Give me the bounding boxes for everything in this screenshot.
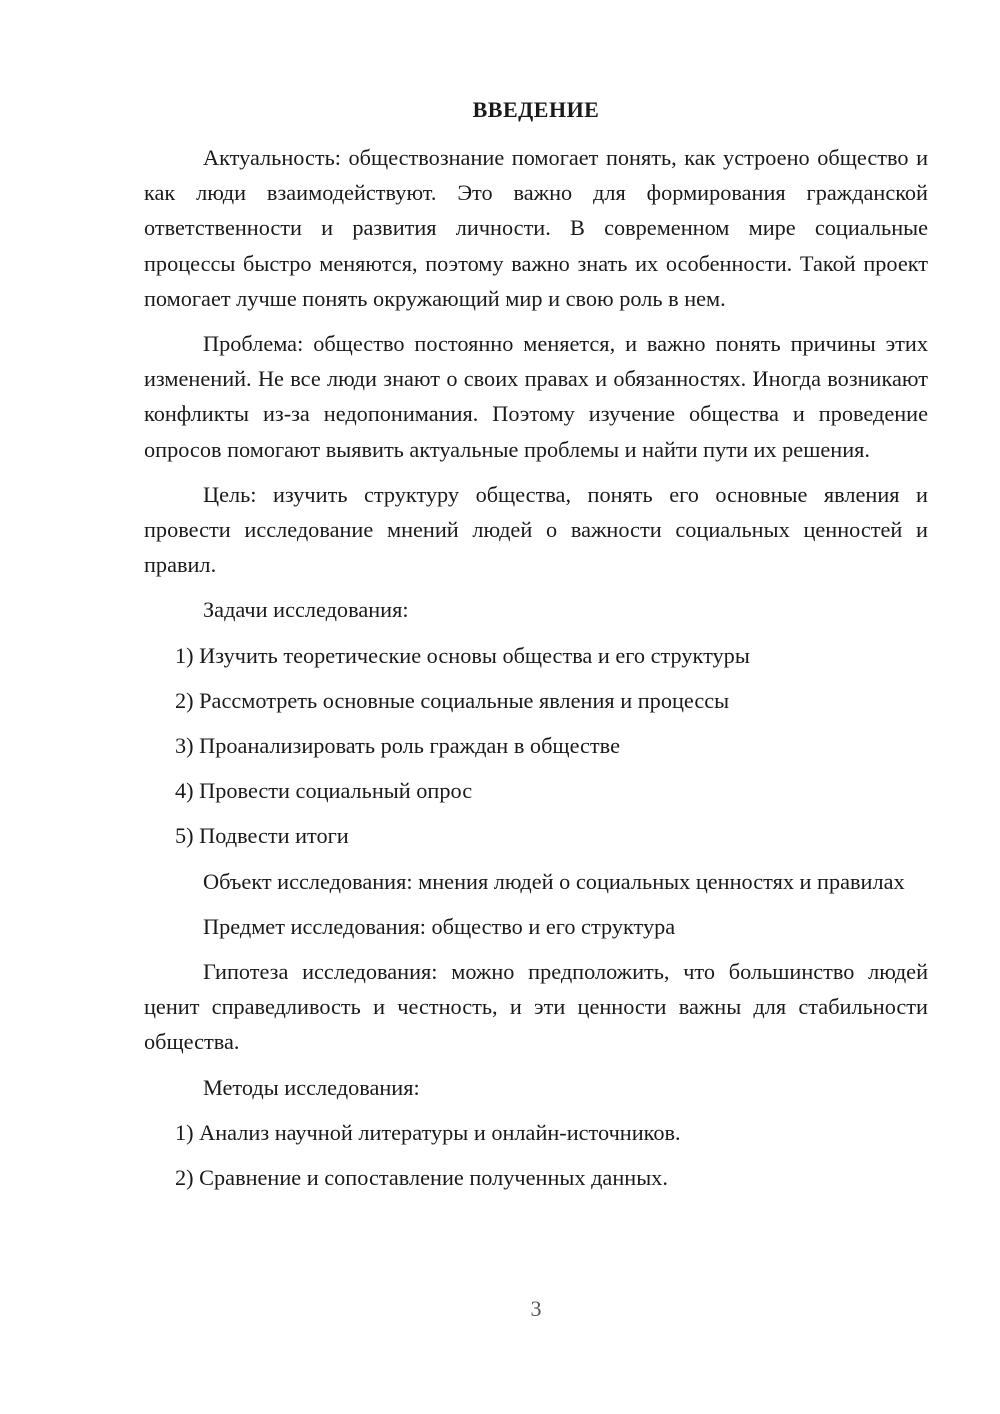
task-item: 2) Рассмотреть основные социальные явления и процессы [175, 687, 730, 713]
actuality-paragraph: Актуальность: обществознание помогает понять, как устроено общество и как люди взаимодействуют. Это важно для формирования гражданской ответственности и развития личности. В современном мире социальные процессы быстро меняются, поэтому важно знать их особенности. Такой проект помогает лучше понять окружающий мир и свою роль в нем. [144, 145, 928, 311]
task-item: 3) Проанализировать роль граждан в обществе [175, 733, 620, 759]
object-paragraph: Объект исследования: мнения людей о социальных ценностях и правилах [203, 868, 905, 894]
goal-paragraph: Цель: изучить структуру общества, понять его основные явления и провести исследование мнений людей о важности социальных ценностей и правил. [144, 481, 928, 578]
task-item: 5) Подвести итоги [175, 823, 349, 849]
subject-paragraph: Предмет исследования: общество и его структура [203, 913, 676, 939]
hypothesis-paragraph: Гипотеза исследования: можно предположить, что большинство людей ценит справедливость и честность, и эти ценности важны для стабильности общества. [144, 959, 928, 1055]
task-item: 4) Провести социальный опрос [175, 778, 473, 804]
problem-paragraph: Проблема: общество постоянно меняется, и важно понять причины этих изменений. Не все люди знают о своих правах и обязанностях. Иногда возникают конфликты из-за недопонимания. Поэтому изучение общества и проведение опросов помогают выявить актуальные проблемы и найти пути их решения. [144, 331, 928, 462]
tasks-list [144, 638, 928, 854]
page-content [144, 140, 928, 1205]
section-title: ВВЕДЕНИЕ [472, 97, 600, 122]
methods-list [144, 1115, 928, 1195]
method-item: 1) Анализ научной литературы и онлайн-источников. [175, 1119, 681, 1145]
method-item: 2) Сравнение и сопоставление полученных данных. [175, 1165, 668, 1191]
page-number: 3 [530, 1296, 542, 1321]
task-item: 1) Изучить теоретические основы общества и его структуры [175, 642, 750, 668]
tasks-heading: Задачи исследования: [203, 597, 409, 623]
methods-heading: Методы исследования: [203, 1074, 420, 1100]
